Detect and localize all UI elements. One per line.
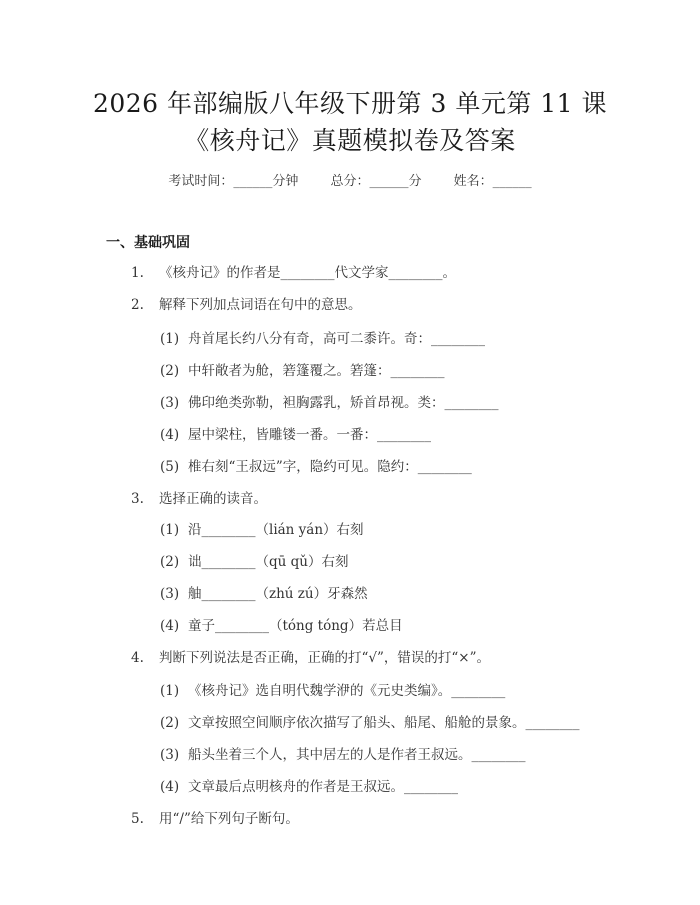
exam-time: 考试时间：______分钟 xyxy=(168,174,299,189)
question-5 xyxy=(131,807,299,827)
item-number: (1) xyxy=(160,683,180,699)
exam-score: 总分：______分 xyxy=(330,174,422,189)
exam-meta xyxy=(0,170,700,189)
question-text: 解释下列加点词语在句中的意思。 xyxy=(159,297,362,313)
question-text: 判断下列说法是否正确，正确的打“√”，错误的打“×”。 xyxy=(159,650,491,666)
page-title-line-2: 《核舟记》真题模拟卷及答案 xyxy=(184,126,516,155)
question-3-item-3 xyxy=(160,582,368,602)
item-text: 船头坐着三个人，其中居左的人是作者王叔远。________ xyxy=(188,747,526,763)
item-number: (3) xyxy=(160,586,180,602)
question-1 xyxy=(131,261,456,281)
question-4-item-4 xyxy=(160,775,458,795)
item-number: (1) xyxy=(160,522,180,538)
item-number: (4) xyxy=(160,427,180,443)
exam-name: 姓名：______ xyxy=(453,174,532,189)
item-text: 沿________（lián yán）右刻 xyxy=(188,522,364,538)
item-text: 童子________（tóng tóng）若总目 xyxy=(188,618,403,634)
item-number: (2) xyxy=(160,363,180,379)
question-3-item-2 xyxy=(160,550,348,570)
item-number: (4) xyxy=(160,618,180,634)
item-text: 文章最后点明核舟的作者是王叔远。________ xyxy=(188,779,458,795)
question-3 xyxy=(131,487,267,507)
item-number: (3) xyxy=(160,395,180,411)
question-4-item-2 xyxy=(160,711,580,731)
question-2-item-4 xyxy=(160,423,431,443)
item-number: (5) xyxy=(160,459,180,475)
page-title-line-1: 2026 年部编版八年级下册第 3 单元第 11 课 xyxy=(92,89,608,118)
item-number: (1) xyxy=(160,331,180,347)
question-3-item-1 xyxy=(160,518,364,538)
question-4-item-3 xyxy=(160,743,526,763)
question-2-item-5 xyxy=(160,455,472,475)
item-number: (2) xyxy=(160,715,180,731)
question-4 xyxy=(131,646,490,666)
question-2-item-3 xyxy=(160,391,499,411)
item-text: 椎右刻“王叔远”字，隐约可见。隐约：________ xyxy=(188,459,472,475)
question-4-item-1 xyxy=(160,679,505,699)
item-text: 屋中梁柱，皆雕镂一番。一番：________ xyxy=(188,427,431,443)
question-number: 2. xyxy=(131,297,144,313)
section-heading: 一、基础巩固 xyxy=(106,235,190,251)
item-text: 中轩敞者为舱，箬篷覆之。箬篷：________ xyxy=(188,363,445,379)
question-number: 5. xyxy=(131,811,144,827)
question-2-item-2 xyxy=(160,359,445,379)
question-2-item-1 xyxy=(160,327,485,347)
question-text: 选择正确的读音。 xyxy=(159,491,267,507)
item-text: 文章按照空间顺序依次描写了船头、船尾、船舱的景象。________ xyxy=(188,715,580,731)
item-number: (2) xyxy=(160,554,180,570)
item-text: 舳________（zhú zú）牙森然 xyxy=(188,586,368,602)
question-3-item-4 xyxy=(160,614,403,634)
question-text: 《核舟记》的作者是________代文学家________。 xyxy=(159,265,456,281)
question-number: 4. xyxy=(131,650,144,666)
question-number: 3. xyxy=(131,491,144,507)
item-number: (4) xyxy=(160,779,180,795)
question-text: 用“/”给下列句子断句。 xyxy=(159,811,299,827)
item-text: 佛印绝类弥勒，袒胸露乳，矫首昂视。类：________ xyxy=(188,395,499,411)
question-number: 1. xyxy=(131,265,144,281)
item-number: (3) xyxy=(160,747,180,763)
question-2 xyxy=(131,293,362,313)
item-text: 《核舟记》选自明代魏学洢的《元史类编》。________ xyxy=(188,683,506,699)
item-text: 诎________（qū qǔ）右刻 xyxy=(188,554,349,570)
item-text: 舟首尾长约八分有奇，高可二黍许。奇：________ xyxy=(188,331,485,347)
